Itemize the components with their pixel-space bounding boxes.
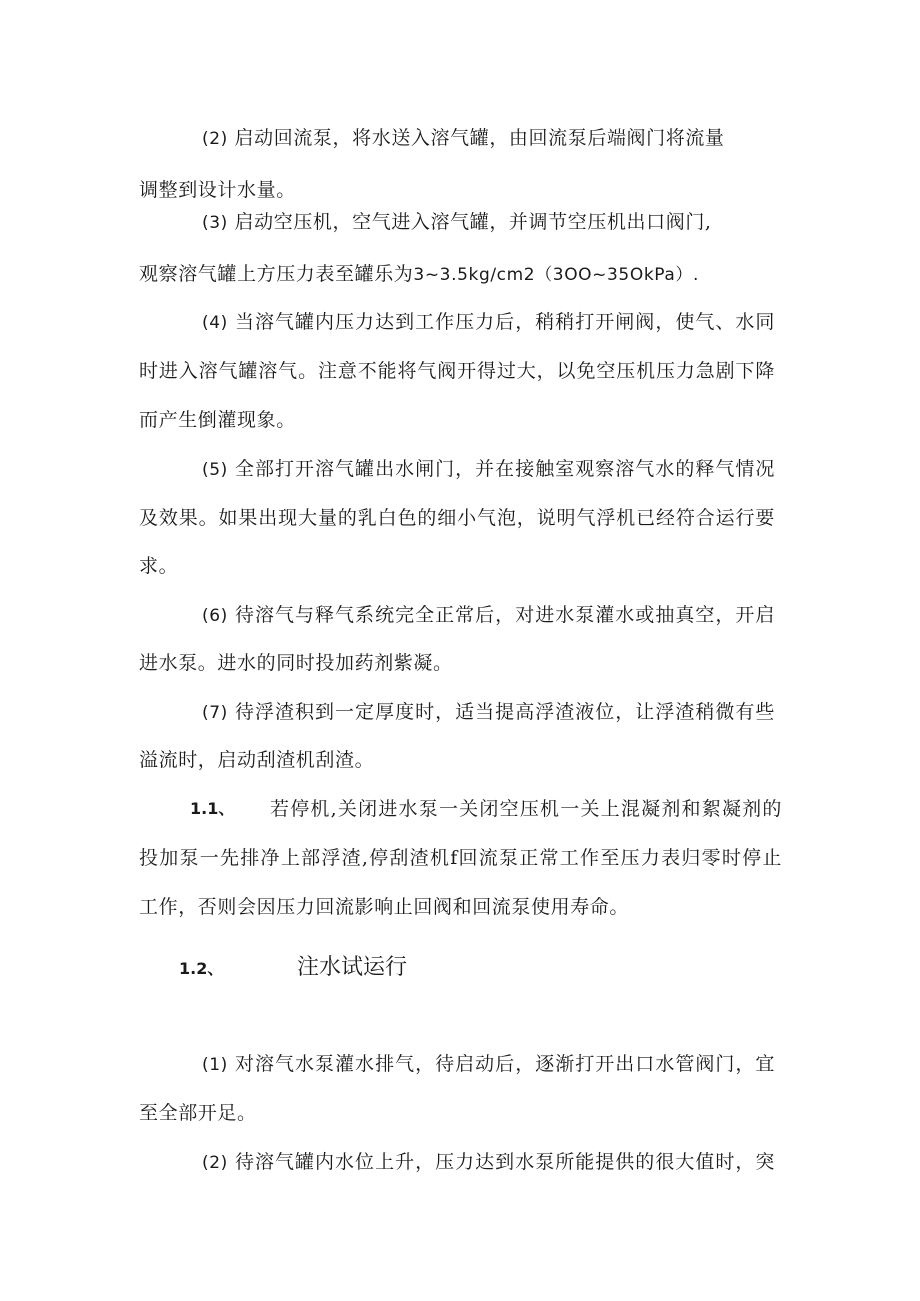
item-number: (7) bbox=[202, 703, 228, 723]
paragraph-line: 工作，否则会因压力回流影响止回阀和回流泵使用寿命。 bbox=[139, 896, 630, 918]
pressure-value: 3~3.5kg∕cm2（3OO~35OkPa）. bbox=[413, 265, 699, 285]
paragraph-text: 对溶气水泵灌水排气，待启动后，逐渐打开出口水管阀门，宜 bbox=[234, 1053, 776, 1075]
paragraph-line: 溢流时，启动刮渣机刮渣。 bbox=[139, 749, 375, 771]
paragraph-line bbox=[202, 457, 775, 482]
paragraph-line: 投加泵一先排净上部浮渣,停刮渣机f回流泵正常工作至压力表归零时停止 bbox=[139, 847, 782, 869]
paragraph-line bbox=[202, 1052, 775, 1077]
paragraph-text: 全部打开溶气罐出水闸门，并在接触室观察溶气水的释气情况 bbox=[234, 458, 776, 480]
paragraph-line: 及效果。如果出现大量的乳白色的细小气泡，说明气浮机已经符合运行要 bbox=[139, 507, 775, 529]
paragraph-line bbox=[202, 603, 775, 628]
paragraph-line bbox=[202, 1150, 775, 1175]
paragraph-line bbox=[202, 126, 725, 151]
paragraph-line bbox=[139, 262, 699, 287]
paragraph-line: 而产生倒灌现象。 bbox=[139, 409, 296, 431]
item-number: (4) bbox=[202, 313, 228, 333]
paragraph-line: 时进入溶气罐溶气。注意不能将气阀开得过大，以免空压机压力急剧下降 bbox=[139, 360, 775, 382]
paragraph-line bbox=[202, 700, 775, 725]
paragraph-line: 若停机,关闭进水泵一关闭空压机一关上混凝剂和絮凝剂的 bbox=[270, 798, 782, 820]
paragraph-line: 调整到设计水量。 bbox=[139, 179, 296, 201]
item-number: (3) bbox=[202, 213, 228, 233]
paragraph-text: 启动回流泵，将水送入溶气罐，由回流泵后端阀门将流量 bbox=[234, 127, 725, 149]
item-number: (2) bbox=[202, 1153, 228, 1173]
paragraph-text: 待溶气罐内水位上升，压力达到水泵所能提供的很大值时，突 bbox=[234, 1151, 776, 1173]
item-number: (5) bbox=[202, 460, 228, 480]
paragraph-line: 进水泵。进水的同时投加药剂紫凝。 bbox=[139, 652, 453, 674]
paragraph-text: 启动空压机，空气进入溶气罐，并调节空压机出口阀门, bbox=[234, 211, 712, 233]
section-number: 1.2、 bbox=[179, 959, 224, 978]
paragraph-line: 求。 bbox=[139, 555, 179, 577]
item-number: (1) bbox=[202, 1055, 228, 1075]
item-number: (2) bbox=[202, 129, 228, 149]
section-heading: 注水试运行 bbox=[297, 955, 408, 980]
paragraph-text: 当溶气罐内压力达到工作压力后，稍稍打开闸阀，使气、水同 bbox=[234, 311, 776, 333]
paragraph-text: 待浮渣积到一定厚度时，适当提高浮渣液位，让浮渣稍微有些 bbox=[234, 701, 776, 723]
paragraph-line: 至全部开足。 bbox=[139, 1102, 257, 1124]
paragraph-text: 待溶气与释气系统完全正常后，对进水泵灌水或抽真空，开启 bbox=[234, 604, 776, 626]
paragraph-line bbox=[202, 210, 712, 235]
item-number: (6) bbox=[202, 606, 228, 626]
paragraph-line bbox=[202, 310, 775, 335]
section-number: 1.1、 bbox=[190, 799, 235, 818]
paragraph-text: 观察溶气罐上方压力表至罐乐为 bbox=[139, 263, 414, 285]
